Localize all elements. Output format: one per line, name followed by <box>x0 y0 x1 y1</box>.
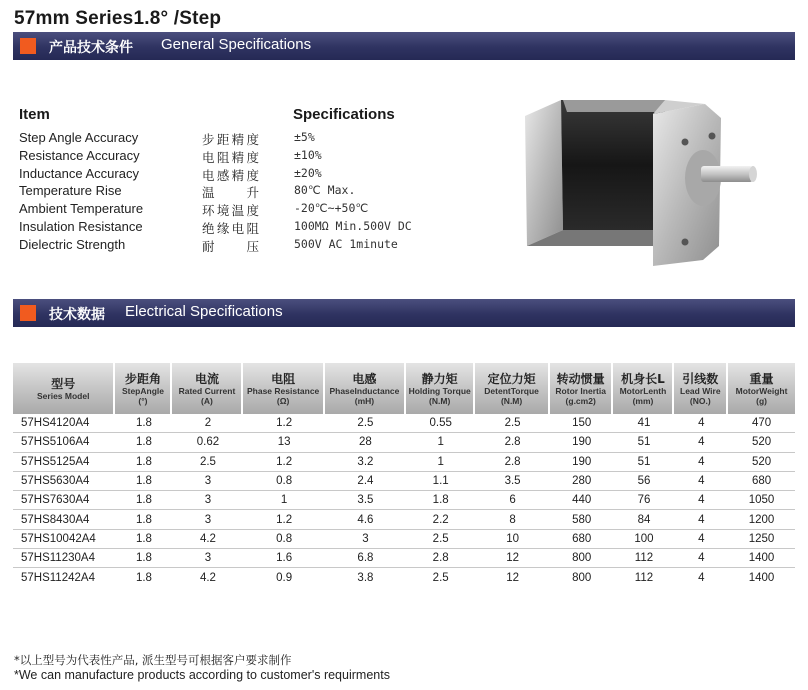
table-cell: 51 <box>613 453 674 472</box>
table-cell: 4.2 <box>199 571 216 584</box>
model-cell: 57HS5630A4 <box>13 472 115 491</box>
table-row <box>13 453 795 472</box>
table-cell: 2.4 <box>325 472 406 491</box>
table-cell: 1.2 <box>243 510 324 529</box>
table-cell: 0.62 <box>172 433 243 452</box>
spec-value: 80℃ Max. <box>294 183 356 198</box>
table-cell: 1.8 <box>115 491 172 510</box>
spec-label-en: Step Angle Accuracy <box>19 130 139 145</box>
table-cell: 56 <box>613 472 674 491</box>
table-row <box>13 472 795 491</box>
table-cell: 680 <box>550 530 614 549</box>
table-cell: 4 <box>698 571 705 584</box>
table-cell: 28 <box>325 433 406 452</box>
table-cell: 190 <box>550 453 614 472</box>
column-header <box>243 363 324 414</box>
table-cell: 3.5 <box>325 491 406 510</box>
column-header <box>406 363 475 414</box>
table-cell: 10 <box>475 530 550 549</box>
header-unit: (N.M) <box>500 395 523 406</box>
spec-value: 100MΩ Min.500V DC <box>294 218 412 233</box>
header-en: MotorLenth <box>619 385 667 396</box>
table-cell: 1.8 <box>115 414 172 433</box>
electrical-spec-table <box>13 363 795 587</box>
header-en: Phase Resistance <box>246 385 320 396</box>
header-unit: (mH) <box>354 395 375 406</box>
table-cell: 4 <box>674 472 728 491</box>
table-cell: 800 <box>572 571 592 584</box>
table-cell: 4 <box>674 491 728 510</box>
table-cell: 1.8 <box>115 453 172 472</box>
item-header: Item <box>19 106 50 123</box>
header-cn: 定位力矩 <box>487 371 536 386</box>
column-header <box>550 363 614 414</box>
header-en: Series Model <box>37 390 90 401</box>
table-cell: 2.5 <box>432 571 449 584</box>
model-cell: 57HS10042A4 <box>13 530 115 549</box>
table-cell: 1.8 <box>115 510 172 529</box>
table-cell: 1050 <box>728 491 795 510</box>
spec-label-en: Ambient Temperature <box>19 201 144 217</box>
table-cell: 3 <box>172 491 243 510</box>
table-header-row <box>13 363 795 414</box>
header-cn: 电阻 <box>271 371 296 386</box>
table-cell: 470 <box>728 414 795 433</box>
table-cell: 1 <box>406 433 475 452</box>
table-cell: 8 <box>475 510 550 529</box>
model-cell: 57HS7630A4 <box>13 491 115 510</box>
table-cell: 1.8 <box>115 472 172 491</box>
table-cell: 1250 <box>728 530 795 549</box>
table-cell: 1.2 <box>243 414 324 433</box>
table-cell: 2.2 <box>406 510 475 529</box>
table-cell: 2.5 <box>172 453 243 472</box>
spec-value: ±20% <box>294 165 322 180</box>
table-cell: 1.8 <box>115 530 172 549</box>
table-cell: 4 <box>674 433 728 452</box>
header-en: MotorWeight <box>735 385 788 396</box>
column-header <box>475 363 550 414</box>
specifications-header: Specifications <box>293 106 395 123</box>
table-cell: 280 <box>550 472 614 491</box>
table-cell: 1.8 <box>115 433 172 452</box>
column-header <box>728 363 795 414</box>
banner-title-cn: 产品技术条件 <box>49 40 133 56</box>
header-cn: 机身长L <box>621 371 665 386</box>
model-cell: 57HS11242A4 <box>21 571 95 584</box>
table-cell: 4 <box>674 453 728 472</box>
spec-value: 500V AC 1minute <box>294 236 398 251</box>
header-cn: 型号 <box>51 376 76 391</box>
table-cell: 1.6 <box>243 549 324 568</box>
column-header <box>172 363 243 414</box>
table-cell: 12 <box>506 571 519 584</box>
spec-label-cn: 温升 <box>202 185 259 201</box>
table-cell: 1 <box>406 453 475 472</box>
column-header <box>613 363 674 414</box>
table-cell: 1.8 <box>135 571 152 584</box>
column-header <box>13 363 115 414</box>
table-row <box>13 549 795 568</box>
header-en: PhaseInductance <box>329 385 400 396</box>
table-cell: 3 <box>172 472 243 491</box>
header-en: Holding Torque <box>408 385 471 396</box>
header-en: Lead Wire <box>680 385 721 396</box>
spec-label-en: Inductance Accuracy <box>19 165 139 181</box>
table-row <box>13 433 795 452</box>
table-cell: 4 <box>674 549 728 568</box>
table-cell: 580 <box>550 510 614 529</box>
table-cell: 150 <box>550 414 614 433</box>
table-cell: 4.6 <box>325 510 406 529</box>
table-cell: 2.5 <box>325 414 406 433</box>
header-unit: (g) <box>756 395 767 406</box>
header-cn: 重量 <box>749 371 774 386</box>
model-cell: 57HS4120A4 <box>13 414 115 433</box>
table-cell: 1 <box>243 491 324 510</box>
column-header <box>325 363 406 414</box>
table-cell: 190 <box>550 433 614 452</box>
table-cell: 2.8 <box>475 433 550 452</box>
table-cell: 3.8 <box>357 571 374 584</box>
table-row <box>13 530 795 549</box>
table-cell: 0.9 <box>276 571 293 584</box>
spec-label-cn: 环境温度 <box>202 203 259 219</box>
spec-label-en: Temperature Rise <box>19 183 122 199</box>
general-specifications-banner <box>13 32 795 60</box>
banner-title-en: General Specifications <box>161 36 312 53</box>
table-cell: 1.8 <box>115 549 172 568</box>
stepper-motor-image <box>503 96 768 274</box>
table-cell: 520 <box>728 453 795 472</box>
table-cell: 2 <box>172 414 243 433</box>
table-cell: 6 <box>475 491 550 510</box>
spec-label-en: Insulation Resistance <box>19 218 143 234</box>
table-cell: 1400 <box>748 571 775 584</box>
header-unit: (NO.) <box>689 395 711 406</box>
spec-label-cn: 绝缘电阻 <box>202 220 259 236</box>
header-en: Rotor Inertia <box>555 385 606 396</box>
header-en: Rated Current <box>178 385 236 396</box>
table-row <box>13 568 795 586</box>
header-cn: 引线数 <box>682 371 719 386</box>
column-header <box>115 363 172 414</box>
table-cell: 13 <box>243 433 324 452</box>
table-cell: 440 <box>550 491 614 510</box>
table-cell: 800 <box>550 549 614 568</box>
spec-label-cn: 耐压 <box>202 238 259 254</box>
table-cell: 4 <box>674 414 728 433</box>
table-cell: 0.8 <box>243 472 324 491</box>
banner-title-en: Electrical Specifications <box>125 303 283 320</box>
table-cell: 76 <box>613 491 674 510</box>
header-unit: (A) <box>201 395 213 406</box>
table-cell: 112 <box>634 571 654 584</box>
table-cell: 2.5 <box>475 414 550 433</box>
spec-label-cn: 电感精度 <box>202 167 259 183</box>
header-unit: (N.M) <box>429 395 451 406</box>
model-cell: 57HS5106A4 <box>13 433 115 452</box>
header-en: DetentTorque <box>484 385 539 396</box>
table-cell: 51 <box>613 433 674 452</box>
orange-square-icon <box>20 305 36 321</box>
table-cell: 0.55 <box>406 414 475 433</box>
header-unit: (mm) <box>632 395 654 406</box>
table-cell: 1200 <box>728 510 795 529</box>
model-cell: 57HS5125A4 <box>13 453 115 472</box>
table-cell: 2.8 <box>406 549 475 568</box>
table-cell: 3 <box>325 530 406 549</box>
header-unit: (Ω) <box>276 395 290 406</box>
page-title: 57mm Series1.8° /Step <box>14 8 222 29</box>
table-cell: 1400 <box>728 549 795 568</box>
header-unit: (°) <box>138 395 148 406</box>
table-cell: 2.8 <box>475 453 550 472</box>
model-cell: 57HS8430A4 <box>13 510 115 529</box>
table-cell: 2.5 <box>406 530 475 549</box>
header-unit: (g.cm2) <box>565 395 596 406</box>
header-cn: 电流 <box>194 371 219 386</box>
table-row <box>13 510 795 529</box>
table-cell: 4 <box>674 530 728 549</box>
spec-label-cn: 电阻精度 <box>202 149 259 165</box>
table-cell: 0.8 <box>243 530 324 549</box>
table-cell: 3 <box>172 510 243 529</box>
electrical-specifications-banner <box>13 299 795 327</box>
header-en: StepAngle <box>121 385 164 396</box>
spec-value: ±10% <box>294 147 322 162</box>
table-cell: 1.2 <box>243 453 324 472</box>
table-cell: 1.1 <box>406 472 475 491</box>
table-cell: 4 <box>674 510 728 529</box>
spec-label-en: Resistance Accuracy <box>19 147 140 163</box>
header-cn: 步距角 <box>124 371 161 386</box>
model-cell: 57HS11230A4 <box>13 549 115 568</box>
table-cell: 1.8 <box>406 491 475 510</box>
table-cell: 41 <box>613 414 674 433</box>
header-cn: 电感 <box>352 371 377 386</box>
table-cell: 100 <box>613 530 674 549</box>
footnote-en: *We can manufacture products according to customer's requirments <box>14 668 390 682</box>
table-cell: 3 <box>172 549 243 568</box>
table-row <box>13 491 795 510</box>
table-cell: 3.2 <box>325 453 406 472</box>
table-cell: 12 <box>475 549 550 568</box>
table-cell: 6.8 <box>325 549 406 568</box>
table-row <box>13 414 795 433</box>
table-cell: 84 <box>613 510 674 529</box>
table-cell: 680 <box>728 472 795 491</box>
table-cell: 520 <box>728 433 795 452</box>
table-cell: 4.2 <box>172 530 243 549</box>
spec-value: -20℃~+50℃ <box>294 201 369 216</box>
orange-square-icon <box>20 38 36 54</box>
column-header <box>674 363 728 414</box>
spec-value: ±5% <box>294 130 315 144</box>
spec-label-cn: 步距精度 <box>202 132 259 147</box>
footnote-cn: *以上型号为代表性产品, 派生型号可根据客户要求制作 <box>14 653 292 667</box>
table-cell: 3.5 <box>475 472 550 491</box>
banner-title-cn: 技术数据 <box>49 307 105 323</box>
spec-label-en: Dielectric Strength <box>19 236 126 252</box>
table-cell: 112 <box>613 549 674 568</box>
header-cn: 转动惯量 <box>556 371 605 386</box>
header-cn: 静力矩 <box>421 371 458 386</box>
